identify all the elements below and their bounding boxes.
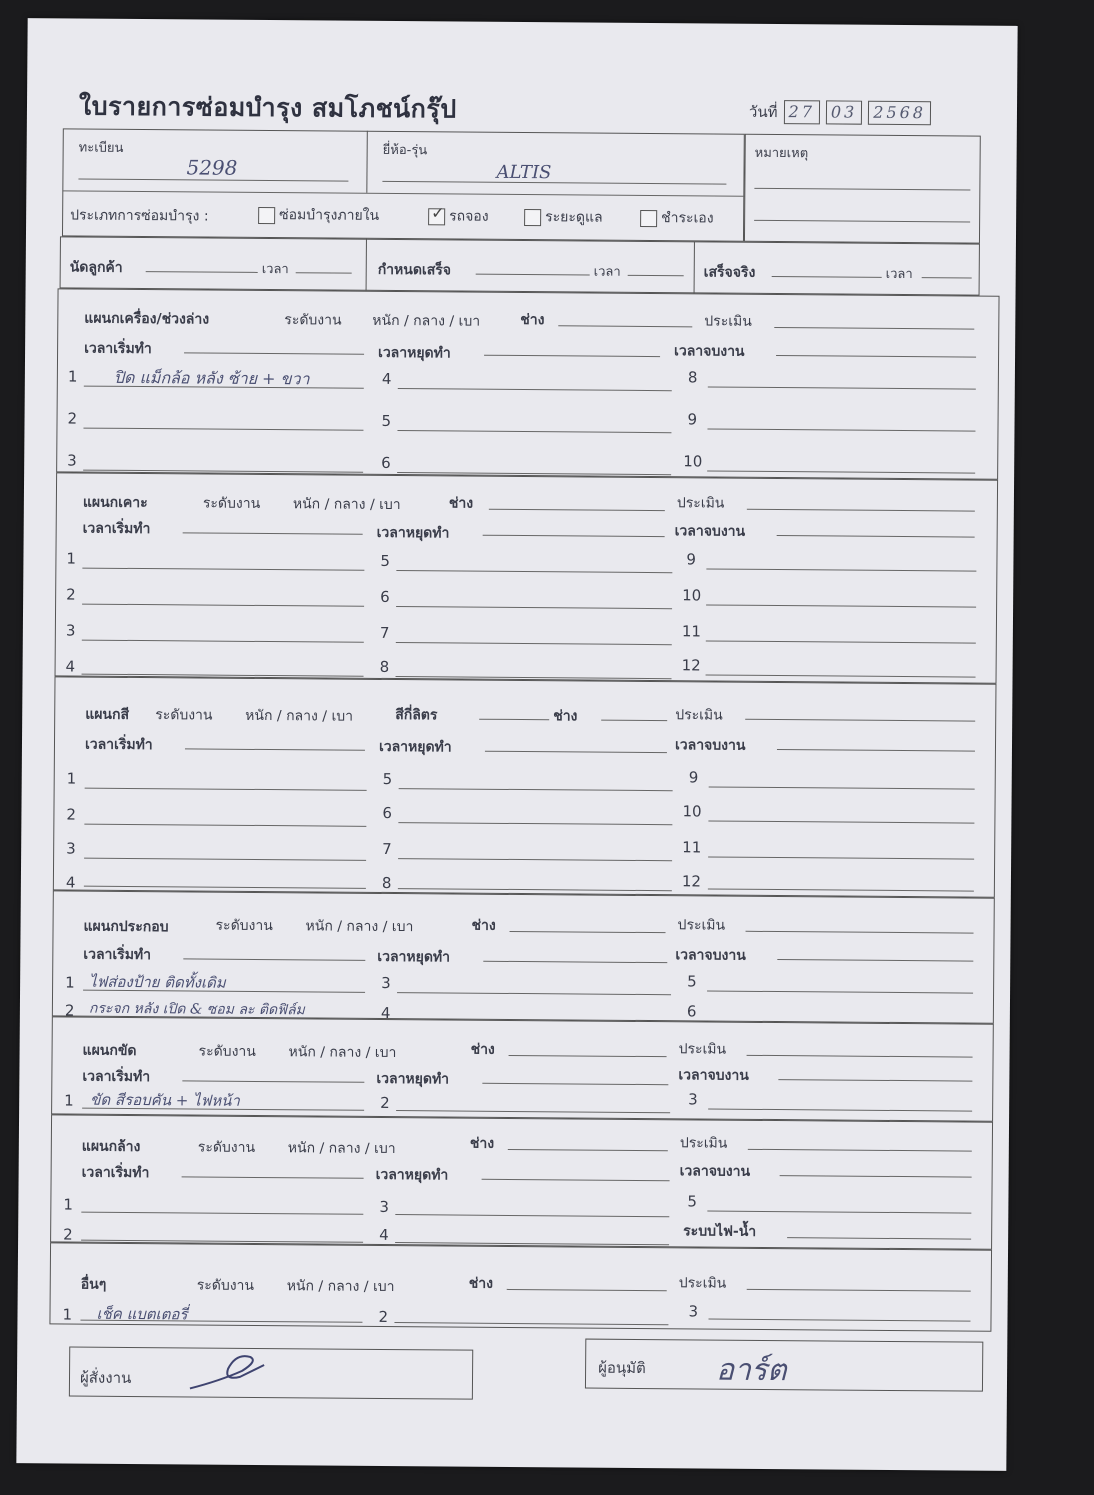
approver-label: ผู้อนุมัติ [598, 1358, 646, 1378]
row-number: 12 [681, 656, 701, 675]
line [479, 719, 549, 721]
line [747, 1289, 971, 1292]
section-polish [51, 1016, 994, 1121]
pause-label: เวลาหยุดทำ [375, 1166, 449, 1184]
time-label: เวลา [261, 261, 289, 278]
assess-label: ประเมิน [675, 707, 723, 724]
line [489, 509, 665, 511]
row-number: 4 [380, 1003, 391, 1023]
line [774, 327, 974, 330]
option-reserved[interactable]: ✓ รถจอง [428, 205, 489, 227]
row-number: 2 [378, 1307, 389, 1327]
row-number: 6 [686, 1002, 697, 1021]
assess-label: ประเมิน [678, 1041, 727, 1058]
section-assembly [52, 890, 995, 1023]
line [397, 992, 671, 995]
line [397, 430, 671, 433]
section-name: แผนกประกอบ [83, 918, 169, 936]
time-label: เวลา [593, 264, 621, 280]
start-label: เวลาเริ่มทำ [81, 1164, 150, 1182]
form-title: ใบรายการซ่อมบำรุง สมโภชน์กรุ๊ป [78, 91, 457, 124]
section-name: แผนกขัด [82, 1042, 137, 1060]
line [182, 1176, 364, 1178]
line [508, 1149, 668, 1151]
line [745, 719, 975, 722]
paint-liters-label: สีกี่ลิตร [395, 707, 438, 724]
row-number: 2 [64, 1001, 75, 1020]
end-label: เวลาจบงาน [679, 1163, 751, 1180]
line [707, 1211, 971, 1214]
row-number: 5 [382, 769, 393, 789]
row-number: 4 [379, 1225, 389, 1245]
row-number: 1 [62, 1305, 73, 1324]
level-label: ระดับงาน [215, 917, 273, 935]
line [84, 886, 366, 889]
section-other [49, 1242, 992, 1331]
line [776, 355, 976, 358]
line [787, 1237, 971, 1239]
line [706, 604, 976, 607]
row-number: 2 [380, 1093, 390, 1113]
line [708, 857, 974, 860]
line [483, 535, 665, 537]
line [84, 824, 366, 827]
row-number: 7 [379, 623, 390, 642]
brand-label: ยี่ห้อ-รุ่น [382, 142, 428, 159]
assess-label: ประเมิน [704, 313, 752, 330]
line [777, 535, 975, 538]
row-number: 5 [381, 411, 392, 431]
line [396, 570, 672, 573]
row-number: 6 [381, 453, 391, 472]
line [707, 991, 973, 994]
checkbox[interactable] [524, 209, 541, 226]
time-label: เวลา [885, 266, 913, 283]
remark-label: หมายเหตุ [754, 145, 809, 162]
date-day: 27 [783, 100, 820, 124]
line [81, 1212, 363, 1215]
approver-sign-box [585, 1339, 983, 1392]
row-number: 4 [65, 657, 76, 676]
row-number: 12 [681, 872, 702, 891]
date-label: วันที่ [748, 102, 778, 122]
line [747, 1055, 973, 1058]
section-name: แผนกล้าง [81, 1138, 141, 1156]
line [558, 325, 692, 327]
schedule-row [60, 236, 980, 295]
row-number: 4 [65, 873, 76, 892]
line [709, 787, 975, 790]
section-wash [50, 1114, 993, 1249]
line [507, 1289, 667, 1291]
line [398, 858, 672, 861]
line [398, 888, 672, 891]
line [85, 788, 367, 791]
section-paint [53, 676, 997, 897]
row-number: 3 [688, 1090, 698, 1109]
row-number: 1 [66, 549, 77, 568]
line [482, 1083, 668, 1085]
row-number: 2 [63, 1225, 73, 1244]
end-label: เวลาจบงาน [674, 343, 745, 360]
level-options: หนัก / กลาง / เบา [305, 918, 414, 936]
checkbox[interactable] [640, 209, 657, 226]
done-label: เสร็จจริง [703, 264, 756, 281]
assess-label: ประเมิน [678, 1275, 727, 1292]
line [708, 1109, 972, 1112]
line [398, 388, 672, 391]
row-number: 3 [379, 1197, 389, 1217]
option-maintenance[interactable]: ระยะดูแล [524, 206, 603, 229]
option-internal[interactable]: ซ่อมบำรุงภายใน [258, 204, 379, 227]
appointment-label: นัดลูกค้า [69, 259, 123, 276]
start-label: เวลาเริ่มทำ [84, 340, 152, 358]
option-self-pay[interactable]: ชำระเอง [640, 207, 714, 230]
row-number: 2 [66, 805, 77, 824]
start-label: เวลาเริ่มทำ [84, 736, 153, 754]
line [185, 748, 365, 750]
row-number: 10 [683, 452, 703, 471]
line [777, 749, 975, 752]
checkbox-checked[interactable]: ✓ [428, 208, 445, 225]
row-number: 8 [687, 368, 698, 387]
sender-signature-mark [180, 1350, 270, 1395]
line [399, 788, 673, 791]
level-label: ระดับงาน [196, 1277, 255, 1294]
row-number: 3 [688, 1302, 699, 1321]
line [84, 858, 366, 861]
line [395, 1214, 669, 1217]
level-options: หนัก / กลาง / เบา [288, 1044, 397, 1062]
row-number: 5 [687, 972, 697, 991]
level-options: หนัก / กลาง / เบา [292, 496, 401, 514]
row-number: 8 [381, 873, 392, 893]
line [82, 640, 364, 643]
line [398, 822, 672, 825]
start-label: เวลาเริ่มทำ [83, 946, 152, 964]
row-number: 9 [687, 410, 698, 429]
pause-label: เวลาหยุดทำ [378, 344, 451, 362]
level-label: ระดับงาน [202, 495, 261, 512]
level-options: หนัก / กลาง / เบา [287, 1140, 396, 1158]
section-name: แผนกสี [85, 706, 130, 723]
line [184, 352, 364, 354]
pause-label: เวลาหยุดทำ [377, 948, 451, 966]
row-number: 1 [66, 769, 77, 788]
level-label: ระดับงาน [155, 707, 213, 724]
engine-item-1: ปิด แม็กล้อ หลัง ซ้าย + ขวา [113, 367, 310, 389]
section-name: อื่นๆ [80, 1276, 107, 1293]
line [482, 1179, 670, 1181]
line [708, 1319, 970, 1322]
line [706, 568, 976, 571]
date-year: 2568 [868, 101, 931, 125]
line [396, 642, 672, 645]
line [780, 1175, 972, 1178]
line [747, 509, 975, 512]
row-number: 7 [382, 839, 392, 859]
line [601, 720, 667, 722]
line [82, 604, 364, 607]
assess-label: ประเมิน [679, 1135, 728, 1152]
row-number: 3 [66, 839, 76, 858]
sender-label: ผู้สั่งงาน [79, 1368, 132, 1387]
level-options: หนัก / กลาง / เบา [245, 707, 354, 725]
other-item-1: เช็ค แบตเตอรี่ [96, 1304, 188, 1324]
line [485, 751, 667, 753]
row-number: 4 [381, 369, 392, 389]
line [746, 931, 974, 934]
end-label: เวลาจบงาน [674, 523, 746, 540]
row-number: 9 [686, 550, 697, 569]
row-number: 11 [681, 622, 702, 641]
tech-label: ช่าง [469, 1135, 495, 1152]
line [183, 532, 363, 534]
line [182, 1080, 364, 1082]
row-number: 6 [382, 803, 393, 823]
date-month: 03 [826, 100, 863, 124]
repair-type-label: ประเภทการซ่อมบำรุง : [70, 207, 209, 225]
repair-form-paper [16, 18, 1017, 1471]
row-number: 10 [682, 802, 702, 821]
section-name: แผนกเคาะ [82, 494, 148, 512]
line [708, 821, 974, 824]
start-label: เวลาเริ่มทำ [82, 520, 151, 538]
line [708, 889, 974, 892]
line [183, 958, 365, 960]
line [748, 1149, 972, 1152]
approver-signature: อาร์ต [715, 1352, 787, 1389]
pause-label: เวลาหยุดทำ [376, 524, 450, 542]
row-number: 2 [67, 409, 78, 428]
row-number: 1 [63, 1195, 73, 1214]
level-label: ระดับงาน [284, 312, 342, 329]
level-label: ระดับงาน [198, 1043, 256, 1060]
row-number: 5 [687, 1192, 698, 1211]
plate-value: 5298 [186, 155, 238, 180]
start-label: เวลาเริ่มทำ [82, 1068, 151, 1086]
row-number: 3 [381, 973, 391, 993]
row-number: 3 [65, 621, 76, 640]
due-label: กำหนดเสร็จ [377, 261, 452, 279]
polish-item-1: ขัด สีรอบคัน + ไฟหน้า [90, 1090, 240, 1110]
line [484, 355, 660, 357]
level-label: ระดับงาน [197, 1139, 256, 1156]
pause-label: เวลาหยุดทำ [376, 1070, 450, 1088]
level-options: หนัก / กลาง / เบา [286, 1278, 395, 1296]
row-number: 1 [64, 1091, 74, 1110]
line [708, 386, 976, 389]
end-label: เวลาจบงาน [674, 737, 746, 754]
row-number: 11 [682, 838, 702, 857]
section-engine [56, 288, 999, 479]
line [83, 428, 363, 431]
level-options: หนัก / กลาง / เบา [372, 312, 481, 330]
row-number: 2 [66, 585, 76, 604]
assess-label: ประเมิน [676, 495, 725, 512]
row-number: 3 [67, 451, 77, 470]
date-group [749, 100, 931, 125]
section-name: แผนกเครื่อง/ช่วงล่าง [84, 310, 210, 328]
brand-value: ALTIS [496, 161, 552, 184]
pause-label: เวลาหยุดทำ [378, 738, 452, 756]
line [483, 961, 667, 963]
assess-label: ประเมิน [677, 917, 726, 934]
tech-label: ช่าง [520, 312, 545, 329]
line [707, 470, 975, 473]
assembly-item-1: ไฟส่องป้าย ติดทั้งเดิม [89, 972, 226, 992]
row-number: 10 [682, 586, 702, 605]
line [394, 1322, 668, 1325]
line [706, 674, 976, 677]
section-body [55, 472, 999, 683]
row-number: 8 [379, 657, 390, 676]
sender-sign-box [69, 1347, 473, 1400]
tech-label: ช่าง [471, 917, 496, 934]
line [396, 606, 672, 609]
row-number: 6 [380, 587, 390, 606]
line [396, 1110, 670, 1113]
tech-label: ช่าง [553, 708, 578, 725]
assembly-item-2: กระจก หลัง เปิด & ซอม ละ ติดฟิล์ม [88, 1000, 305, 1019]
tech-label: ช่าง [448, 495, 474, 512]
tech-label: ช่าง [468, 1275, 494, 1292]
row-number: 1 [67, 367, 78, 386]
line [707, 428, 975, 431]
line [777, 959, 973, 962]
end-label: เวลาจบงาน [675, 947, 746, 964]
checkbox[interactable] [258, 206, 275, 223]
row-number: 9 [688, 768, 699, 787]
line [510, 931, 666, 933]
tech-label: ช่าง [470, 1041, 495, 1058]
line [82, 568, 364, 571]
row-number: 1 [65, 973, 75, 992]
line [778, 1079, 972, 1082]
line [706, 640, 976, 643]
electric-water-label: ระบบไฟ-น้ำ [683, 1223, 757, 1240]
end-label: เวลาจบงาน [678, 1067, 749, 1084]
plate-label: ทะเบียน [78, 140, 124, 156]
line [509, 1055, 667, 1057]
row-number: 5 [380, 551, 391, 570]
